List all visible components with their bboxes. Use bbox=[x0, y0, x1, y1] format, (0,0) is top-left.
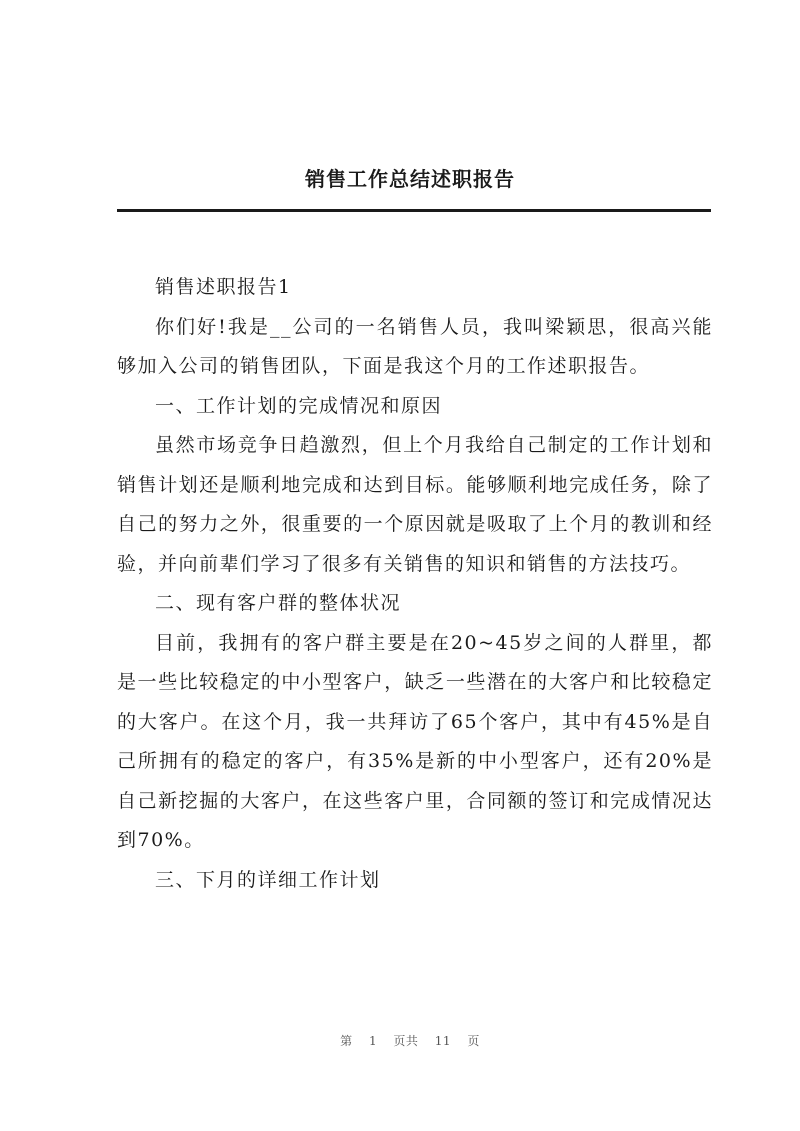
document-body bbox=[117, 268, 713, 900]
footer-page-number: 1 bbox=[368, 1034, 378, 1048]
footer-total-pages: 11 bbox=[434, 1034, 452, 1048]
title-divider bbox=[117, 209, 711, 212]
document-title: 销售工作总结述职报告 bbox=[305, 167, 515, 191]
page-footer bbox=[0, 1032, 800, 1049]
section-heading-3: 三、下月的详细工作计划 bbox=[155, 868, 381, 891]
footer-suffix: 页 bbox=[467, 1034, 480, 1048]
report-heading: 销售述职报告1 bbox=[155, 276, 292, 298]
section-paragraph-2: 目前，我拥有的客户群主要是在20~45岁之间的人群里，都是一些比较稳定的中小型客户，缺乏一些潜在的大客户和比较稳定的大客户。在这个月，我一共拜访了65个客户，其中有45%是自己所拥有的稳定的客户，有35%是新的中小型客户，还有20%是自己新挖掘的大客户，在这些客户里，合同额的签订和完成情况达到70%。 bbox=[117, 631, 713, 851]
footer-prefix: 第 bbox=[340, 1034, 353, 1048]
footer-middle: 页共 bbox=[393, 1034, 419, 1048]
section-paragraph-1: 虽然市场竞争日趋激烈，但上个月我给自己制定的工作计划和销售计划还是顺利地完成和达到目标。能够顺利地完成任务，除了自己的努力之外，很重要的一个原因就是吸取了上个月的教训和经验，并向前辈们学习了很多有关销售的知识和销售的方法技巧。 bbox=[117, 434, 713, 575]
section-heading-1: 一、工作计划的完成情况和原因 bbox=[155, 394, 443, 417]
section-heading-2: 二、现有客户群的整体状况 bbox=[155, 592, 402, 614]
intro-paragraph: 你们好!我是__公司的一名销售人员，我叫梁颖思，很高兴能够加入公司的销售团队，下面是我这个月的工作述职报告。 bbox=[117, 315, 713, 377]
